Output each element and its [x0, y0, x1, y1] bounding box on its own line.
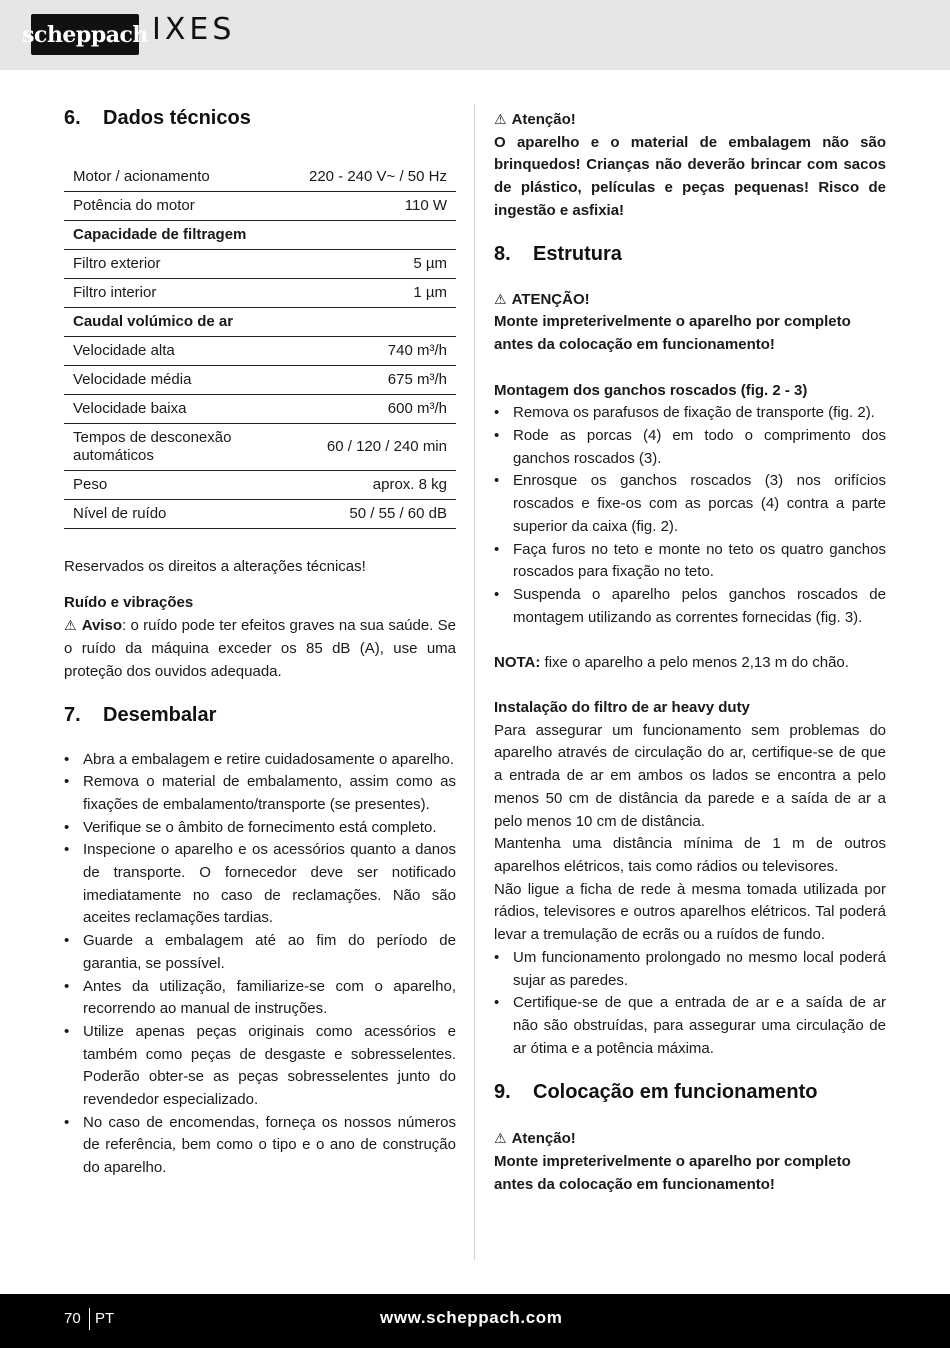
- left-column: [64, 104, 456, 1180]
- section7-title: Desembalar: [103, 703, 217, 726]
- spec-label: Velocidade média: [64, 366, 300, 395]
- spec-value: [300, 308, 456, 337]
- s9-attention-text: Monte impreterivelmente o aparelho por completo antes da colocação em funcionamento!: [494, 1153, 851, 1193]
- spec-value: 1 µm: [300, 279, 456, 308]
- spec-label: Tempos de desconexão automáticos: [64, 424, 300, 471]
- section9-number: 9.: [494, 1081, 511, 1104]
- spec-row: [64, 279, 456, 308]
- warning-icon: ⚠: [64, 617, 77, 634]
- list-item: • Utilize apenas peças originais como acessórios e também como peças de desgaste e sobresselentes. Poderão obter-se as peças sobresselentes junto do revendedor especializado.: [64, 1021, 456, 1112]
- attention-text: O aparelho e o material de embalagem não são brinquedos! Crianças não deverão brincar com sacos de plástico, películas e peças pequenas! Risco de ingestão e asfixia!: [494, 133, 886, 219]
- spec-label: Capacidade de filtragem: [64, 221, 300, 250]
- header-bar: [0, 0, 950, 70]
- section8-title: Estrutura: [533, 242, 622, 265]
- filter-paragraph-1: Para assegurar um funcionamento sem problemas do aparelho através de circulação do ar, certifique-se de que a entrada de ar em ambos os lados se encontra a pelo menos 50 cm de distância da parede e a saída de ar a pelo menos 10 cm de distância.: [494, 721, 886, 830]
- note: [494, 652, 886, 675]
- s9-attention-heading: [494, 1127, 886, 1151]
- list-item: • Rode as porcas (4) em todo o comprimento dos ganchos roscados (3).: [494, 425, 886, 470]
- list-item: • Remova os parafusos de fixação de transporte (fig. 2).: [494, 402, 886, 425]
- section6-heading: [64, 107, 456, 130]
- list-item: • Um funcionamento prolongado no mesmo local poderá sujar as paredes.: [494, 947, 886, 992]
- spec-row: [64, 395, 456, 424]
- attention-heading: [494, 108, 886, 132]
- noise-heading: Ruído e vibrações: [64, 593, 194, 611]
- s8-attention-title: ATENÇÃO!: [511, 290, 590, 308]
- brand-logo: [22, 14, 148, 55]
- page-number: 70: [64, 1310, 81, 1327]
- spec-row: [64, 500, 456, 529]
- spec-label: Filtro interior: [64, 279, 300, 308]
- spec-label: Motor / acionamento: [64, 163, 300, 192]
- spec-label: Caudal volúmico de ar: [64, 308, 300, 337]
- footer-separator: [89, 1308, 90, 1330]
- language-code: PT: [95, 1310, 115, 1327]
- footer-bar: [0, 1294, 950, 1348]
- section8-heading: [494, 243, 886, 266]
- filter-heading: Instalação do filtro de ar heavy duty: [494, 699, 750, 717]
- hooks-list: [494, 402, 886, 629]
- spec-row: [64, 163, 456, 192]
- filter-paragraph-3: Não ligue a ficha de rede à mesma tomada utilizada por rádios, televisores e outros aparelhos elétricos. Tal poderá levar a tremulação de ecrãs ou a ruídos de fundo.: [494, 880, 886, 944]
- section9-title: Colocação em funcionamento: [533, 1081, 818, 1104]
- spec-label: Velocidade alta: [64, 337, 300, 366]
- section7-number: 7.: [64, 703, 81, 726]
- filter-list: [494, 947, 886, 1061]
- s8-attention-text: Monte impreterivelmente o aparelho por completo antes da colocação em funcionamento!: [494, 313, 851, 353]
- spec-value: [300, 221, 456, 250]
- spec-row: [64, 250, 456, 279]
- note-text: fixe o aparelho a pelo menos 2,13 m do chão.: [540, 654, 849, 672]
- website-url[interactable]: www.scheppach.com: [380, 1308, 563, 1327]
- spec-row: [64, 308, 456, 337]
- spec-label: Filtro exterior: [64, 250, 300, 279]
- spec-row: [64, 221, 456, 250]
- reserved-note: Reservados os direitos a alterações técnicas!: [64, 558, 366, 575]
- spec-value: 5 µm: [300, 250, 456, 279]
- section6-number: 6.: [64, 107, 81, 129]
- right-column: [494, 104, 886, 1196]
- spec-row: [64, 366, 456, 395]
- spec-row: [64, 471, 456, 500]
- spec-value: 740 m³/h: [300, 337, 456, 366]
- list-item: • Remova o material de embalamento, assim como as fixações de embalamento/transporte (se presentes).: [64, 771, 456, 816]
- attention-title: Atenção!: [511, 111, 576, 128]
- list-item: • Suspenda o aparelho pelos ganchos roscados de montagem utilizando as correntes fornecidas (fig. 3).: [494, 584, 886, 629]
- section9-heading: [494, 1081, 886, 1104]
- sub-brand-logo: IXES: [152, 12, 236, 47]
- warning-icon: ⚠: [494, 290, 507, 307]
- spec-value: 675 m³/h: [300, 366, 456, 395]
- hooks-heading: Montagem dos ganchos roscados (fig. 2 - 3): [494, 381, 808, 399]
- filter-paragraph-2: Mantenha uma distância mínima de 1 m de outros aparelhos elétricos, tais como rádios ou televisores.: [494, 835, 886, 875]
- brand-logo-text: scheppach: [22, 21, 148, 48]
- spec-table: [64, 163, 456, 529]
- spec-value: aprox. 8 kg: [300, 471, 456, 500]
- spec-label: Potência do motor: [64, 192, 300, 221]
- section7-heading: [64, 704, 456, 727]
- s8-attention-heading: [494, 288, 886, 312]
- spec-value: 60 / 120 / 240 min: [300, 424, 456, 471]
- unpacking-list: [64, 749, 456, 1180]
- spec-row: [64, 192, 456, 221]
- note-label: NOTA:: [494, 654, 541, 672]
- warning-icon: ⚠: [494, 1130, 507, 1147]
- noise-warning-text: : o ruído pode ter efeitos graves na sua saúde. Se o ruído da máquina exceder os 85 dB (A), use uma proteção dos ouvidos adequada.: [64, 617, 456, 680]
- spec-row: [64, 337, 456, 366]
- list-item: • No caso de encomendas, forneça os nossos números de referência, bem como o tipo e o ano de construção do aparelho.: [64, 1112, 456, 1180]
- warning-icon: ⚠: [494, 111, 507, 127]
- list-item: • Guarde a embalagem até ao fim do período de garantia, se possível.: [64, 930, 456, 975]
- section6-title: Dados técnicos: [103, 107, 251, 129]
- list-item: • Verifique se o âmbito de fornecimento está completo.: [64, 817, 456, 840]
- list-item: • Antes da utilização, familiarize-se com o aparelho, recorrendo ao manual de instruções.: [64, 976, 456, 1021]
- list-item: • Inspecione o aparelho e os acessórios quanto a danos de transporte. O fornecedor deve ser notificado imediatamente no caso de reclamações. Não são aceites reclamações tardias.: [64, 839, 456, 930]
- spec-value: 50 / 55 / 60 dB: [300, 500, 456, 529]
- list-item: • Faça furos no teto e monte no teto os quatro ganchos roscados para fixação no teto.: [494, 539, 886, 584]
- spec-value: 220 - 240 V~ / 50 Hz: [300, 163, 456, 192]
- spec-label: Velocidade baixa: [64, 395, 300, 424]
- list-item: • Abra a embalagem e retire cuidadosamente o aparelho.: [64, 749, 456, 772]
- spec-label: Peso: [64, 471, 300, 500]
- spec-label: Nível de ruído: [64, 500, 300, 529]
- section8-number: 8.: [494, 242, 511, 265]
- spec-value: 600 m³/h: [300, 395, 456, 424]
- noise-warning-label: Aviso: [81, 617, 122, 635]
- spec-row: [64, 424, 456, 471]
- column-divider: [474, 104, 475, 1260]
- s9-attention-title: Atenção!: [511, 1130, 576, 1148]
- list-item: • Enrosque os ganchos roscados (3) nos orifícios roscados e fixe-os com as porcas (4) contra a parte superior da caixa (fig. 2).: [494, 470, 886, 538]
- list-item: • Certifique-se de que a entrada de ar e a saída de ar não são obstruídas, para assegurar uma circulação de ar ótima e a potência máxima.: [494, 992, 886, 1060]
- spec-value: 110 W: [300, 192, 456, 221]
- noise-warning: [64, 614, 456, 683]
